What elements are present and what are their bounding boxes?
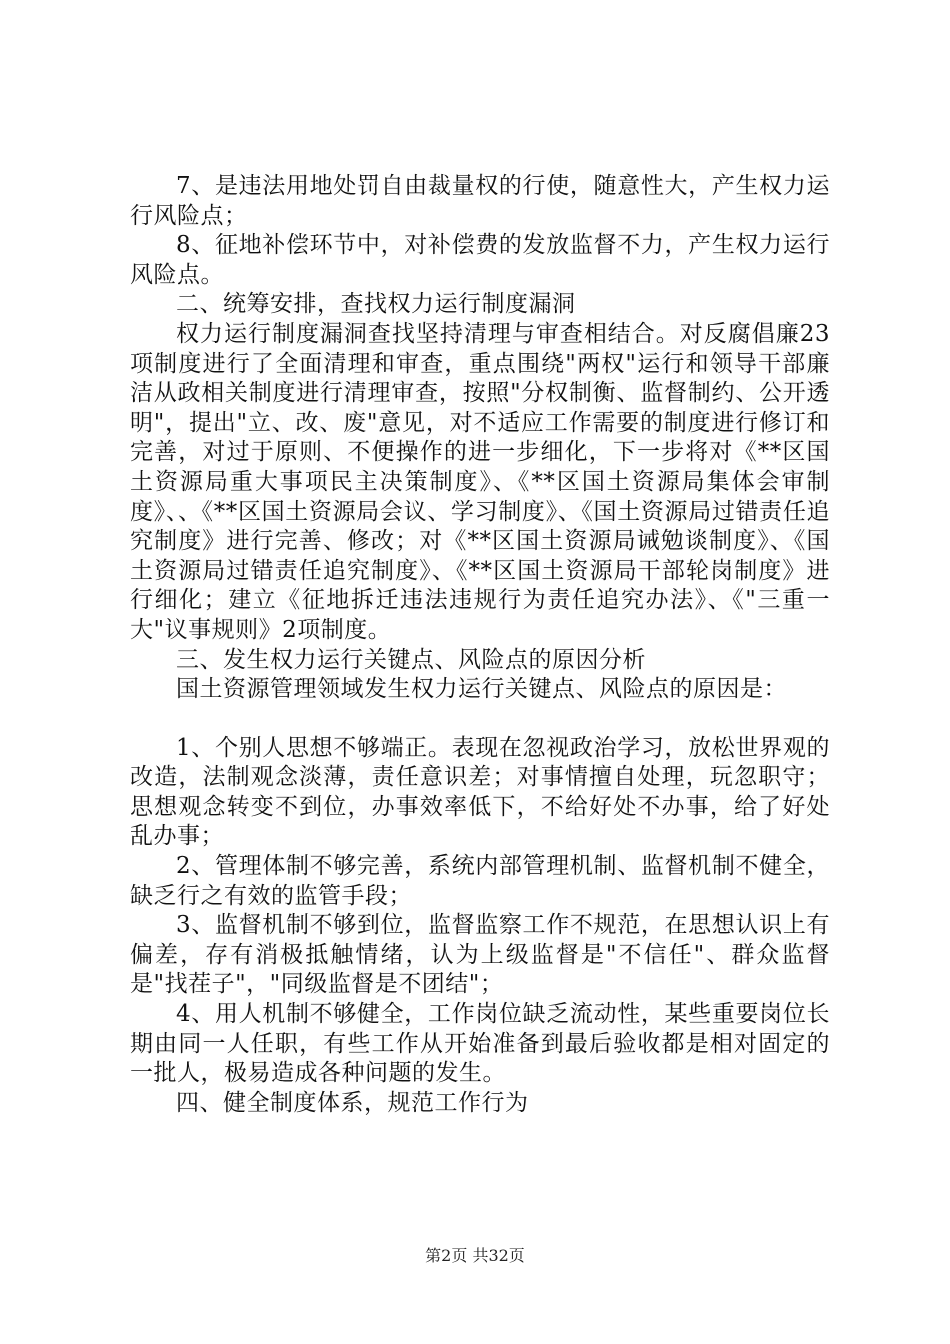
paragraph-cause-3: 3、监督机制不够到位，监督监察工作不规范，在思想认识上有偏差，存有消极抵触情绪，认为上级监督是"不信任"、群众监督是"找茬子"，"同级监督是不团结"； [130, 912, 830, 998]
paragraph-cause-2: 2、管理体制不够完善，系统内部管理机制、监督机制不健全，缺乏行之有效的监管手段； [130, 853, 830, 909]
paragraph-item-8: 8、征地补偿环节中，对补偿费的发放监督不力，产生权力运行风险点。 [130, 232, 830, 288]
paragraph-system-loopholes: 权力运行制度漏洞查找坚持清理与审查相结合。对反腐倡廉23项制度进行了全面清理和审查，重点围绕"两权"运行和领导干部廉洁从政相关制度进行清理审查，按照"分权制衡、监督制约、公开透明"，提出"立、改、废"意见，对不适应工作需要的制度进行修订和完善，对过于原则、不便操作的进一步细化，下一步将对《**区国土资源局重大事项民主决策制度》、《**区国土资源局集体会审制度》、、《**区国土资源局会议、学习制度》、《国土资源局过错责任追究制度》进行完善、修改；对《**区国土资源局诫勉谈制度》、《国土资源局过错责任追究制度》、《**区国土资源局干部轮岗制度》进行细化；建立《征地拆迁违法违规行为责任追究办法》、《"三重一大"议事规则》2项制度。 [130, 320, 830, 643]
paragraph-cause-intro: 国土资源管理领域发生权力运行关键点、风险点的原因是： [176, 676, 787, 703]
page-number-footer: 第2页 共32页 [425, 1246, 525, 1265]
paragraph-item-7: 7、是违法用地处罚自由裁量权的行使，随意性大，产生权力运行风险点； [130, 173, 830, 229]
paragraph-cause-1: 1、个别人思想不够端正。表现在忽视政治学习，放松世界观的改造，法制观念淡薄，责任意识差；对事情擅自处理，玩忽职守；思想观念转变不到位，办事效率低下，不给好处不办事，给了好处乱办事； [130, 734, 830, 850]
document-body [130, 172, 830, 1118]
section-heading-2: 二、统筹安排，查找权力运行制度漏洞 [176, 291, 576, 318]
section-heading-4: 四、健全制度体系，规范工作行为 [176, 1089, 529, 1116]
section-heading-3: 三、发生权力运行关键点、风险点的原因分析 [176, 646, 646, 673]
paragraph-cause-4: 4、用人机制不够健全，工作岗位缺乏流动性，某些重要岗位长期由同一人任职，有些工作从开始准备到最后验收都是相对固定的一批人，极易造成各种问题的发生。 [130, 1001, 830, 1087]
